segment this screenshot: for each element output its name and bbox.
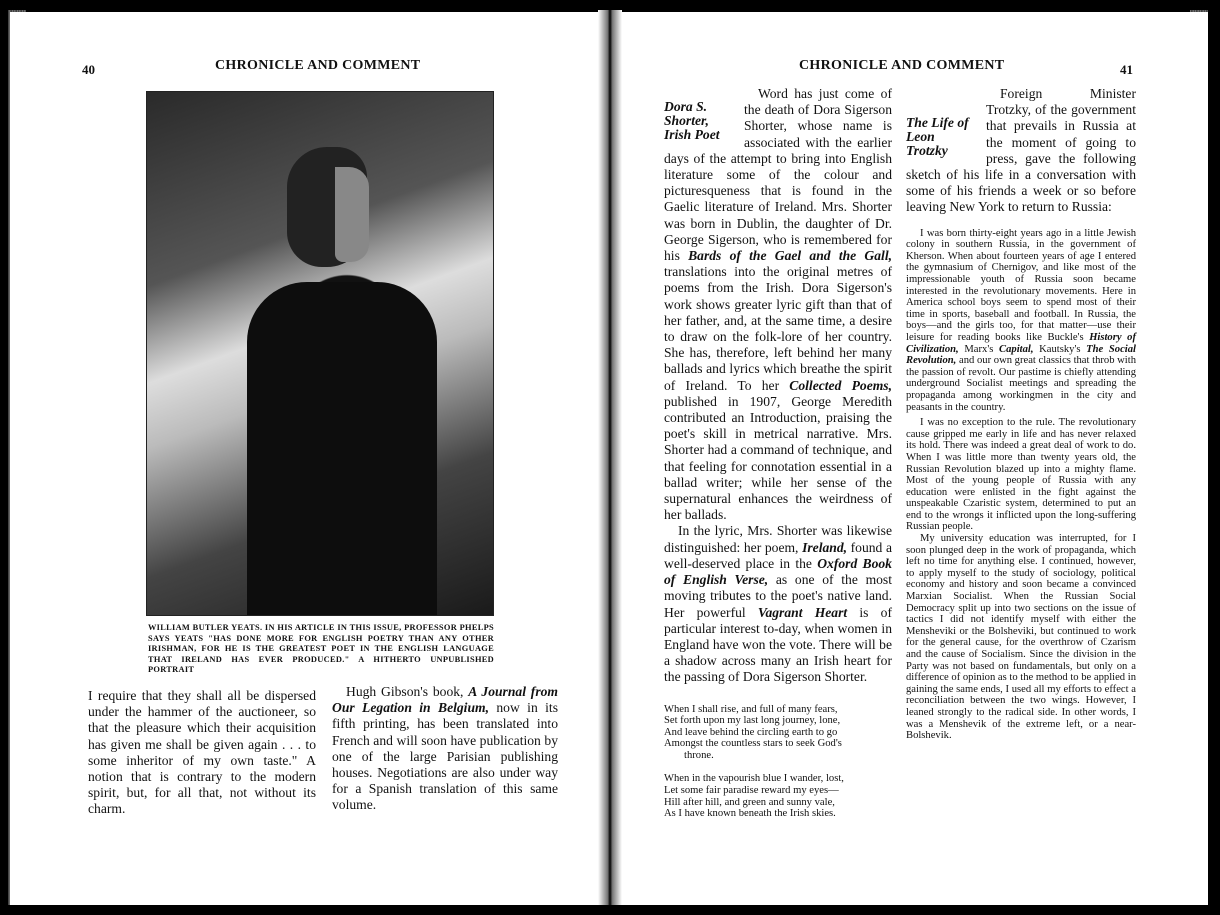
left-column-1 — [88, 688, 316, 818]
poem-stanza-2: When in the vapourish blue I wander, lost, Let some fair paradise reward my eyes— Hill after hill, and green and sunny vale, As I have known beneath the Irish skies. — [664, 773, 844, 820]
auction-paragraph: I require that they shall all be dispersed under the hammer of the auctioneer, so that the pleasure which their acquisition has given me shall be given again . . . to some inheritor of my own taste." A notion that is contrary to the modern spirit, but, for all that, not without its charm. — [88, 688, 316, 817]
dora-paragraph-1: Word has just come of the death of Dora Sigerson Shorter, whose name is associated with the earlier days of the attempt to bring into English literature some of the colour and picturesqueness that is found in the Gaelic literature of Ireland. Mrs. Shorter was born in Dublin, the daughter of Dr. George Sigerson, who is remembered for his Bards of the Gael and the Gall, translations into the original metres of poems from the Irish. Dora Sigerson's work shows greater lyric gift than that of her father, and, at the same time, a desire to draw on the folk-lore of her country. She has, therefore, left behind her many ballads and lyrics which breathe the spirit of Ireland. To her Collected Poems, published in 1907, George Meredith contributed an Introduction, praising the poet's skill in metrical narrative. Mrs. Shorter had a command of technique, and that feeling for connotation essential in a ballad writer; while her sense of the supernatural enhances the weirdness of her ballads. — [664, 86, 892, 523]
running-header-left: CHRONICLE AND COMMENT — [215, 58, 421, 73]
gibson-paragraph: Hugh Gibson's book, A Journal from Our Legation in Belgium, now in its fifth printing, has been translated into French and will soon have publication by one of the large Parisian publishing houses. Negotiations are also under way for a Spanish translation of this same volume. — [332, 684, 558, 813]
running-header-right: CHRONICLE AND COMMENT — [799, 58, 1005, 73]
page-number-right: 41 — [1120, 62, 1133, 77]
sidenote-dora-shorter: Dora S. Shorter, Irish Poet — [664, 99, 720, 142]
right-column-1 — [664, 86, 892, 820]
portrait-figure — [247, 282, 437, 615]
right-column-2 — [906, 86, 1136, 742]
quote-paragraph-1: I was born thirty-eight years ago in a little Jewish colony in southern Russia, in the government of Kherson. When about fourteen years of age I entered the gymnasium of Chernigov, and like most of the impressionable youth of Russia soon became interested in the revolutionary movements. Here in America school boys seem to spend most of their time in sports, baseball and football. In Russia, the boys—and the girls too, for that matter—use their leisure for reading books like Buckle's History of Civilization, Marx's Capital, Kautsky's The Social Revolution, and our own great classics that throb with the passion of revolt. Our pastime is chiefly attending underground Socialist meetings and spreading the propaganda among workingmen in the city and peasants in the country. — [906, 227, 1136, 413]
trotzky-intro: Foreign Minister Trotzky, of the government that prevails in Russia at the moment of going to press, gave the following sketch of his life in a conversation with some of his friends a week or so before leaving New York to return to Russia: — [906, 86, 1136, 215]
quote-paragraph-3: My university education was interrupted, for I soon plunged deep in the work of propaganda, which left no time for anything else. I continued, however, to apply myself to the study of sociology, political economy and history and soon became a convinced Marxian Socialist. When the Russian Social Democracy split up into two sections on the issue of tactics I did not identify myself with either the Mensheviki or the Bolsheviki, but continued to work for the general cause, for the overthrow of Czarism and the cause of Socialism. Since the division in the Party was not based on fundamentals, but only on a difference of opinion as to the method to be applied in gaining the same ends, I used all my efforts to effect a reconciliation between the two wings. However, I leaned strongly to the radical side. In other words, I was a Menshevik of the extreme left, or a near-Bolshevik. — [906, 533, 1136, 742]
page-number-left: 40 — [82, 62, 95, 77]
dora-paragraph-2: In the lyric, Mrs. Shorter was likewise distinguished: her poem, Ireland, found a well-deserved place in the Oxford Book of English Verse, as one of the most moving tributes to the poet's native land. Her powerful Vagrant Heart is of particular interest to-day, when women in England have won the vote. There will be a shadow across many an Irish heart for the passing of Dora Sigerson Shorter. — [664, 523, 893, 685]
book-gutter — [598, 10, 622, 905]
yeats-portrait-photo — [146, 91, 494, 616]
quote-paragraph-2: I was no exception to the rule. The revolutionary cause gripped me early in life and has never relaxed its hold. There was indeed a great deal of work to do. When I was little more than twenty years old, the Russian Revolution blazed up into a mighty flame. Most of the young people of Russia with any education were enlisted in the fight against the unspeakable Czaristic system, determined to put an end to the wrongs it inflicted upon the long-suffering Russian people. — [906, 417, 1136, 533]
left-column-2 — [332, 684, 558, 814]
gibson-book-title: A Journal from Our Legation in Belgium, — [332, 684, 558, 716]
trotzky-quote — [906, 228, 1136, 742]
right-page — [614, 12, 1208, 905]
sidenote-trotzky: The Life of Leon Trotzky — [906, 115, 969, 158]
portrait-face — [335, 167, 369, 262]
poem-stanza-1: When I shall rise, and full of many fears, Set forth upon my last long journey, lone, And leave behind the circling earth to go Amongst the countless stars to seek God's throne. — [664, 703, 842, 761]
left-page — [10, 12, 606, 905]
photo-caption: WILLIAM BUTLER YEATS. IN HIS ARTICLE IN THIS ISSUE, PROFESSOR PHELPS SAYS YEATS "HAS DONE MORE FOR ENGLISH POETRY THAN ANY OTHER IRISHMAN, FOR HE IS THE GREATEST POET IN THE ENGLISH LANGUAGE THAT IRELAND HAS EVER PRODUCED." A HITHERTO UNPUBLISHED PORTRAIT — [148, 623, 494, 674]
